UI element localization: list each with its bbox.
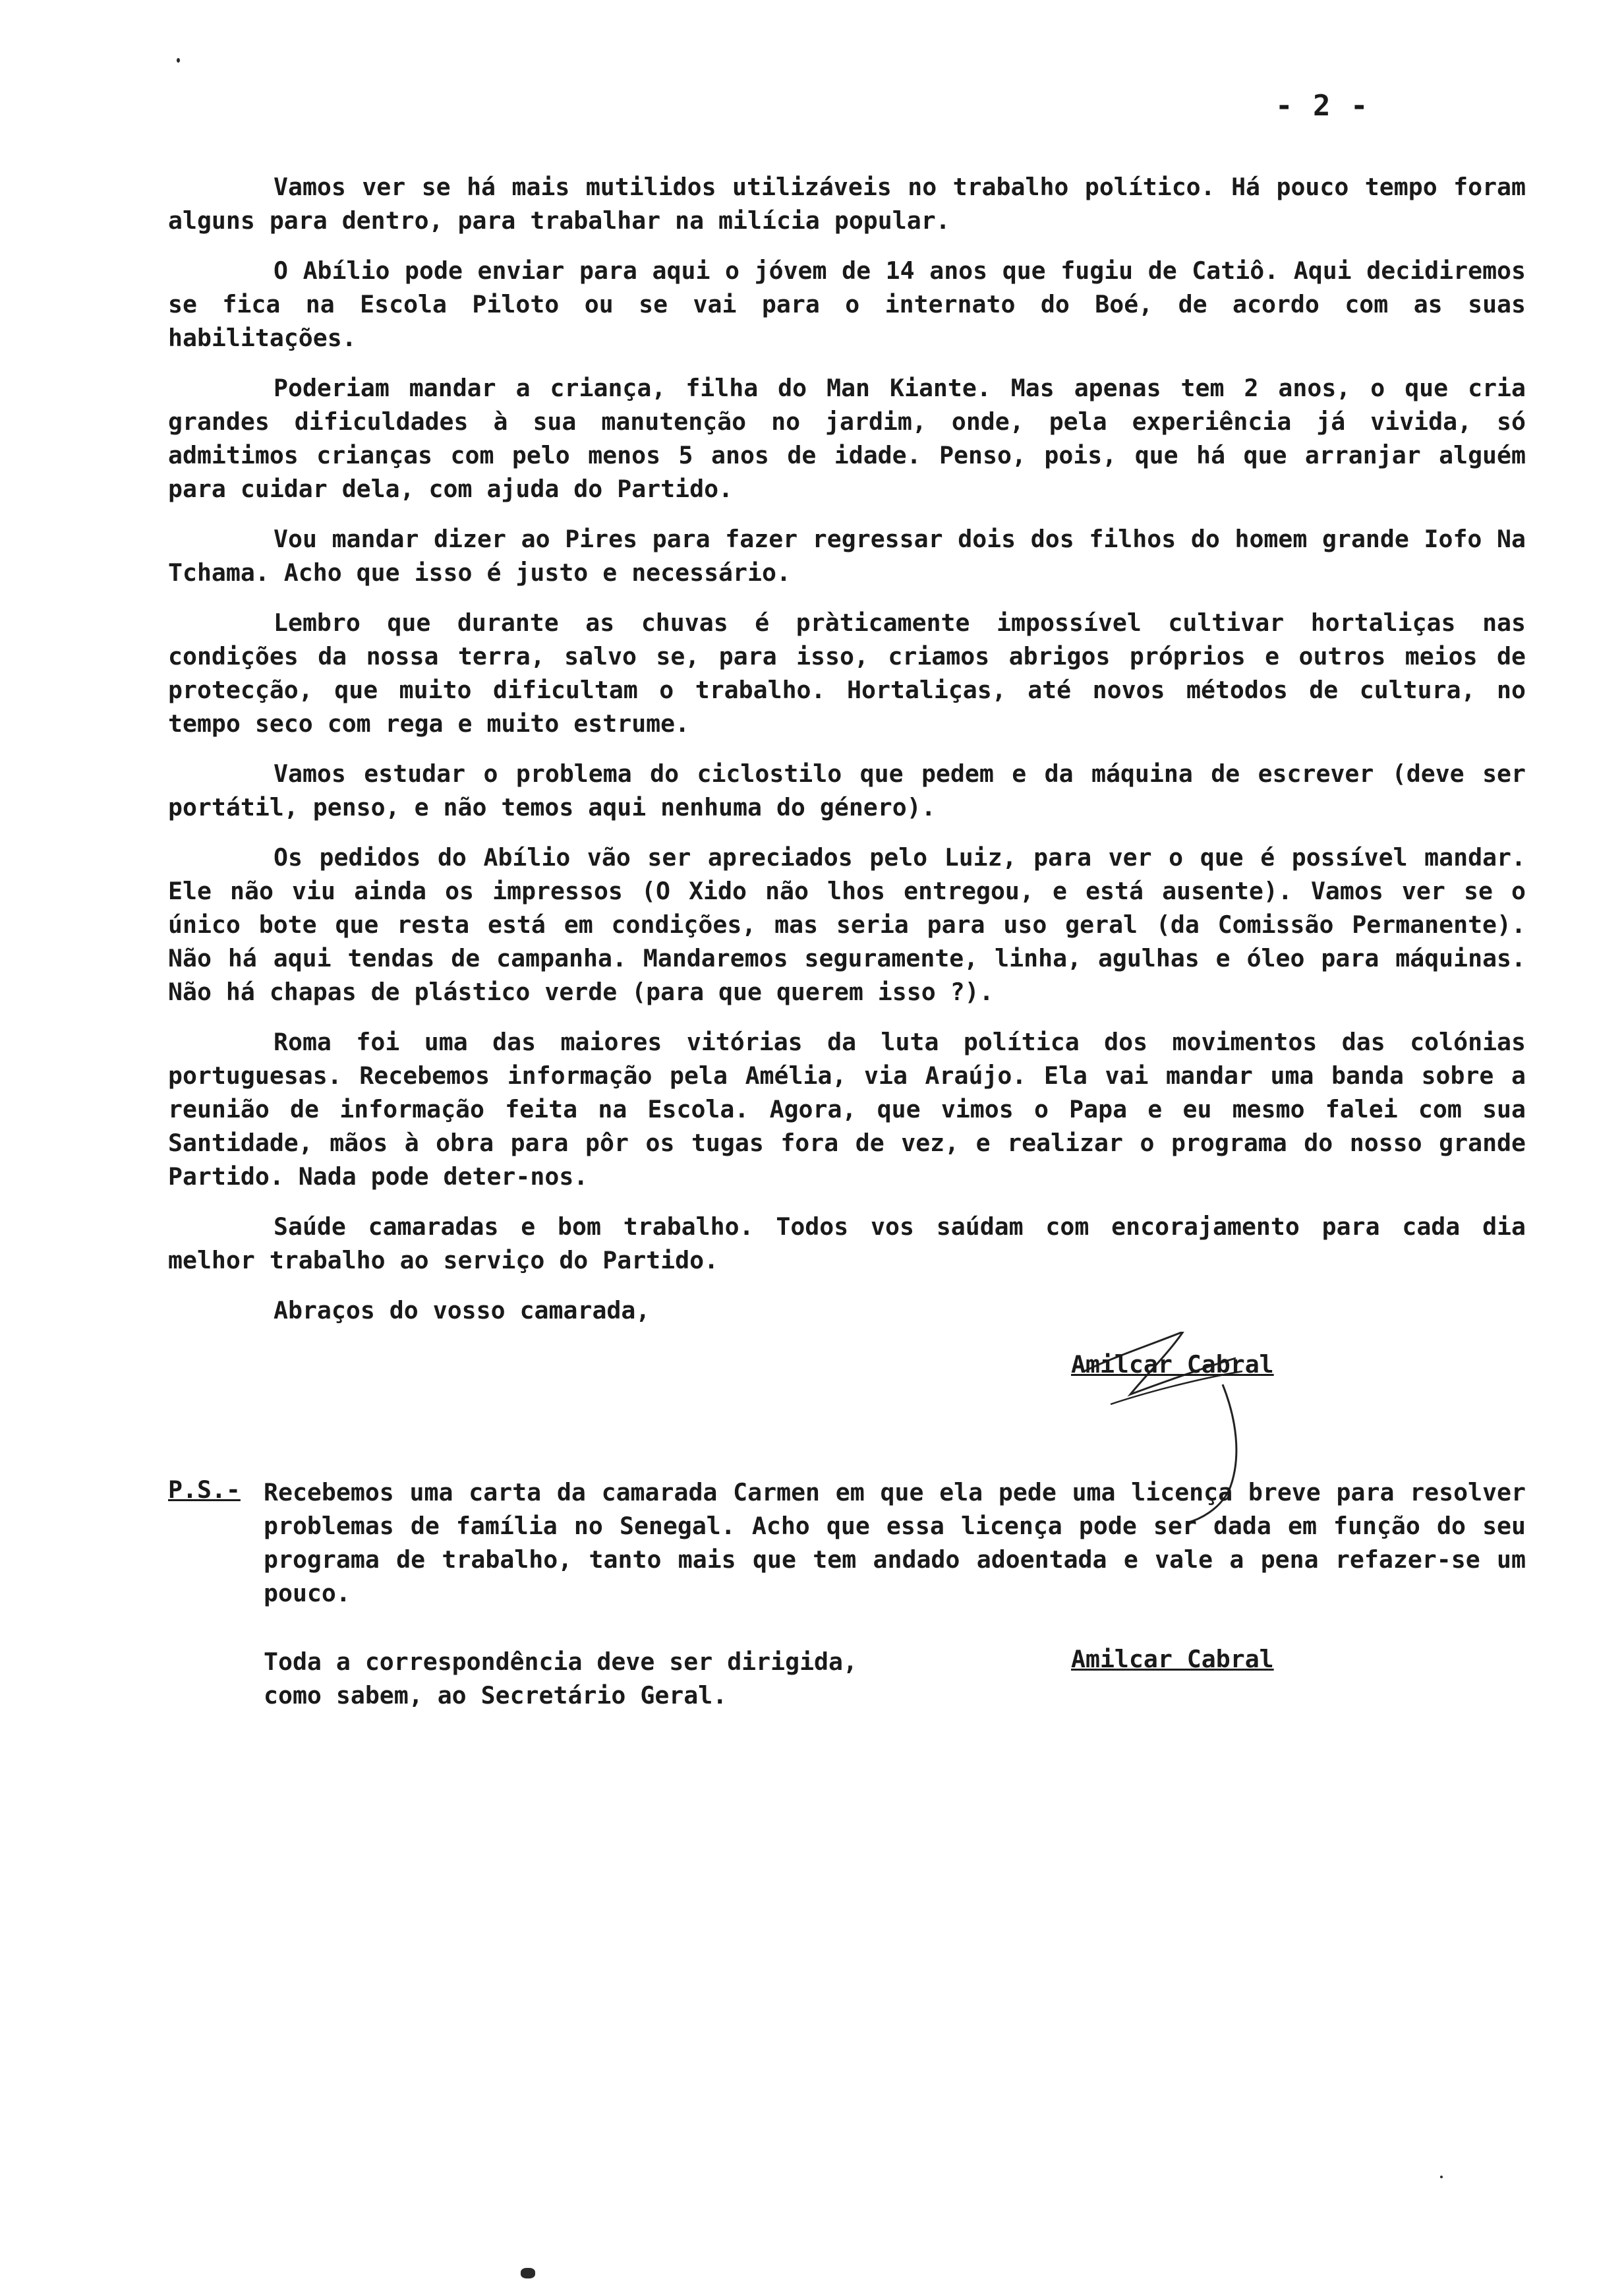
scan-speck bbox=[177, 58, 180, 63]
page-number: - 2 - bbox=[1275, 89, 1370, 123]
paragraph: Saúde camaradas e bom trabalho. Todos vos saúdam com encorajamento para cada dia melhor trabalho ao serviço do Partido. bbox=[168, 1212, 1526, 1274]
paragraph: Lembro que durante as chuvas é pràticamente impossível cultivar hortaliças nas condições da nossa terra, salvo se, para isso, criamos abrigos próprios e outros meios de protecção, que muito dificultam o trabalho. Hortaliças, até novos métodos de cultura, no tempo seco com rega e muito estrume. bbox=[168, 609, 1526, 738]
closing-note-line: Toda a correspondência deve ser dirigida, bbox=[264, 1648, 857, 1676]
postscript-label bbox=[168, 1475, 241, 1504]
signature-name: Amilcar Cabral bbox=[1071, 1350, 1274, 1379]
paragraph: Vamos ver se há mais mutilidos utilizáveis no trabalho político. Há pouco tempo foram alguns para dentro, para trabalhar na milícia popular. bbox=[168, 173, 1526, 235]
paragraph: Poderiam mandar a criança, filha do Man Kiante. Mas apenas tem 2 anos, o que cria grandes dificuldades à sua manutenção no jardim, onde, pela experiência já vivida, só admitimos crianças com pelo menos 5 anos de idade. Penso, pois, que há que arranjar alguém para cuidar dela, com ajuda do Partido. bbox=[168, 374, 1526, 503]
scan-speck bbox=[521, 2268, 535, 2278]
paragraph: Roma foi uma das maiores vitórias da luta política dos movimentos das colónias portuguesas. Recebemos informação pela Amélia, via Araújo. Ela vai mandar uma banda sobre a reunião de informação feita na Escola. Agora, que vimos o Papa e eu mesmo falei com sua Santidade, mãos à obra para pôr os tugas fora de vez, e realizar o programa do nosso grande Partido. Nada pode deter-nos. bbox=[168, 1028, 1526, 1191]
paragraph: Vou mandar dizer ao Pires para fazer regressar dois dos filhos do homem grande Iofo Na Tchama. Acho que isso é justo e necessário. bbox=[168, 525, 1526, 587]
closing-salutation: Abraços do vosso camarada, bbox=[274, 1296, 651, 1324]
closing-note bbox=[264, 1645, 857, 1712]
paragraph: O Abílio pode enviar para aqui o jóvem de 14 anos que fugiu de Catiô. Aqui decidiremos se fica na Escola Piloto ou se vai para o internato do Boé, de acordo com as suas habilitações. bbox=[168, 256, 1526, 352]
paragraph: Os pedidos do Abílio vão ser apreciados pelo Luiz, para ver o que é possível mandar. Ele não viu ainda os impressos (O Xido não lhos entregou, e está ausente). Vamos ver se o único bote que resta está em condições, mas seria para uso geral (da Comissão Permanente). Não há aqui tendas de campanha. Mandaremos seguramente, linha, agulhas e óleo para máquinas. Não há chapas de plástico verde (para que querem isso ?). bbox=[168, 843, 1526, 1006]
postscript-abbrev: P.S.- bbox=[168, 1475, 241, 1504]
scan-speck bbox=[1440, 2176, 1443, 2178]
paragraph: Vamos estudar o problema do ciclostilo que pedem e da máquina de escrever (deve ser portátil, penso, e não temos aqui nenhuma do género). bbox=[168, 759, 1526, 821]
closing-note-line: como sabem, ao Secretário Geral. bbox=[264, 1681, 728, 1709]
typed-signature: Amilcar Cabral bbox=[1071, 1645, 1274, 1673]
letter-body bbox=[168, 170, 1526, 1344]
postscript-text: Recebemos uma carta da camarada Carmen em que ela pede uma licença breve para resolver problemas de família no Senegal. Acho que essa licença pode ser dada em função do seu programa de trabalho, tanto mais que tem andado adoentada e vale a pena refazer-se um pouco. bbox=[264, 1478, 1526, 1607]
